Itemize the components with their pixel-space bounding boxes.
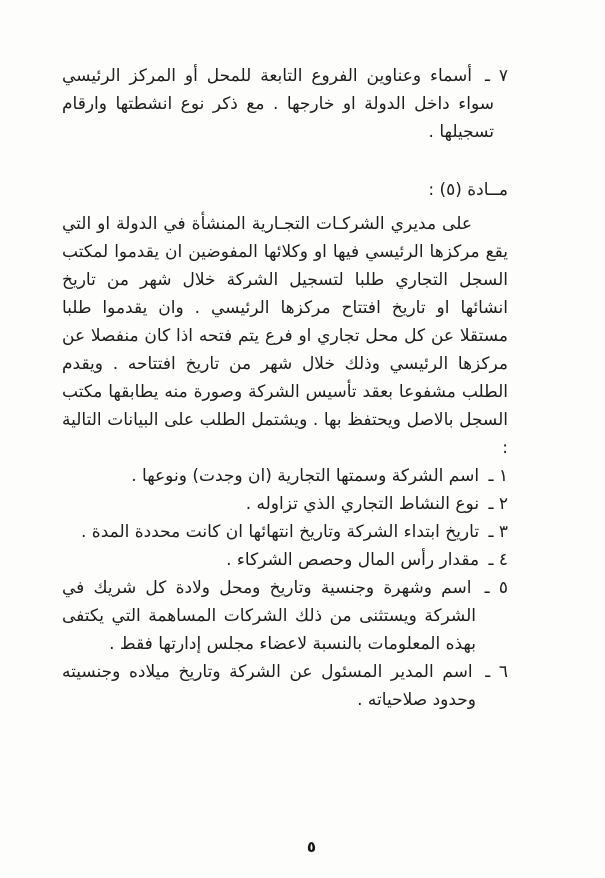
- list-item: [62, 518, 508, 546]
- item-marker: ٧ ـ: [484, 66, 508, 86]
- item-marker: ٤ ـ: [488, 550, 508, 570]
- list-item: [62, 574, 508, 658]
- list-item: [62, 490, 508, 518]
- item-text: أسماء وعناوين الفروع التابعة للمحل أو المركز الرئيسي سواء داخل الدولة او خارجها . مع ذكر نوع انشطتها وارقام تسجيلها .: [62, 66, 494, 142]
- list-item: [62, 546, 508, 574]
- article-heading: مــادة (٥) :: [428, 180, 508, 200]
- continued-list-item-7: [62, 62, 508, 146]
- item-marker: ٥ ـ: [484, 578, 509, 598]
- item-text: اسم الشركة وسمتها التجارية (ان وجدت) ونوعها .: [131, 466, 480, 486]
- item-text: نوع النشاط التجاري الذي تزاوله .: [245, 494, 480, 514]
- item-text: اسم المدير المسئول عن الشركة وتاريخ ميلاده وجنسيته وحدود صلاحياته .: [62, 662, 476, 710]
- list-item: [62, 658, 508, 714]
- item-text: تاريخ ابتداء الشركة وتاريخ انتهائها ان كانت محددة المدة .: [80, 522, 480, 542]
- item-text: مقدار رأس المال وحصص الشركاء .: [226, 550, 480, 570]
- item-marker: ٢ ـ: [488, 494, 508, 514]
- registration-data-list: [62, 462, 508, 714]
- article-intro-paragraph: على مديري الشركـات التجـارية المنشأة في الدولة او التي يقع مركزها الرئيسي فيها او وكلائها المفوضين ان يقدموا لمكتب السجل التجاري طلبا لتسجيل الشركة خلال شهر من تاريخ انشائها او تاريخ افتتاح مركزها الرئيسي . وان يقدموا طلبا مستقلا عن كل محل تجاري او فرع يتم فتحه اذا كان منفصلا عن مركزها الرئيسي وذلك خلال شهر من تاريخ افتتاحه . ويقدم الطلب مشفوعا بعقد تأسيس الشركة وصورة منه يطابقها مكتب السجل بالاصل ويحتفظ بها . ويشتمل الطلب على البيانات التالية :: [62, 214, 508, 458]
- page-content: [62, 62, 508, 714]
- page-number: ٥: [306, 838, 317, 856]
- list-item: [62, 462, 508, 490]
- item-marker: ٦ ـ: [485, 662, 508, 682]
- item-marker: ٣ ـ: [488, 522, 508, 542]
- item-text: اسم وشهرة وجنسية وتاريخ ومحل ولادة كل شريك في الشركة ويستثنى من ذلك الشركات المساهمة التي يكتفى بهذه المعلومات بالنسبة لاعضاء مجلس إدارتها فقط .: [62, 578, 476, 654]
- item-marker: ١ ـ: [488, 466, 508, 486]
